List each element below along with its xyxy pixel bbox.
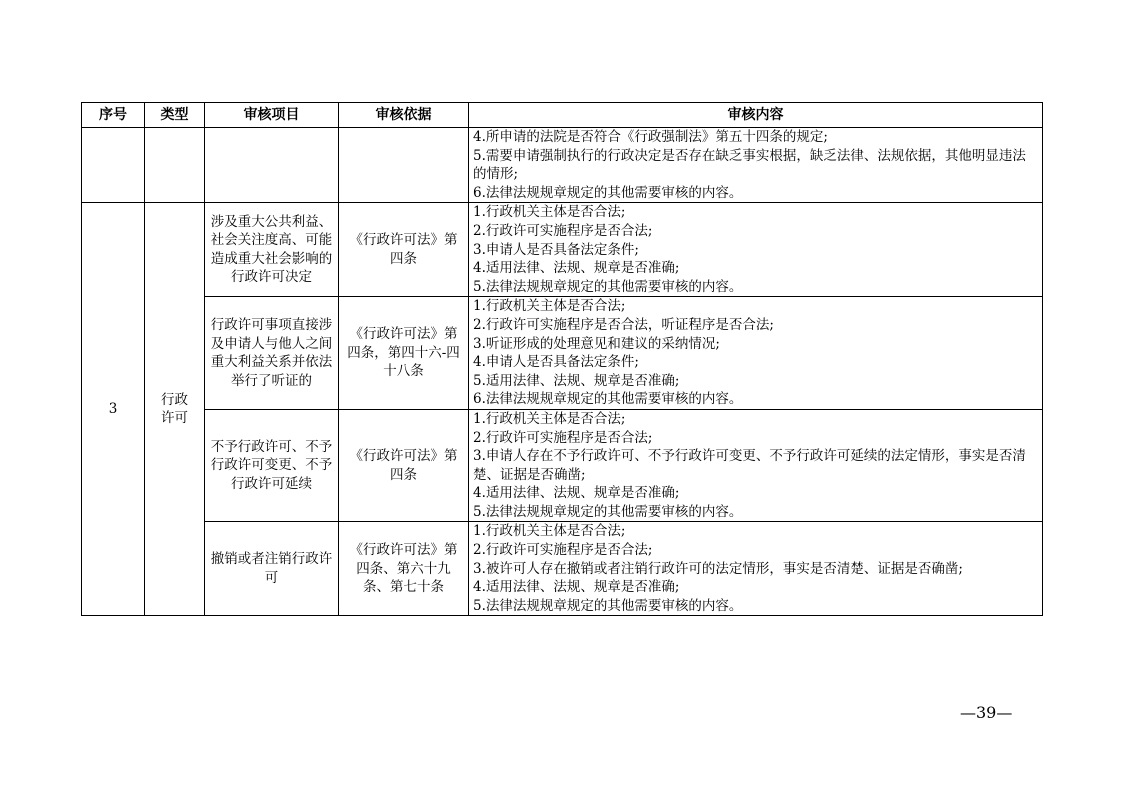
review-item: 撤销或者注销行政许可 xyxy=(205,522,339,616)
content-line: 5.适用法律、法规、规章是否准确; xyxy=(473,372,680,389)
content-line: 5.法律法规规章规定的其他需要审核的内容。 xyxy=(473,503,743,520)
review-item: 行政许可事项直接涉及申请人与他人之间重大利益关系并依法举行了听证的 xyxy=(205,297,339,410)
header-number: 序号 xyxy=(82,103,145,128)
empty-cell xyxy=(145,128,205,203)
row-number: 3 xyxy=(82,203,145,616)
row-type: 行政许可 xyxy=(145,203,205,616)
content-line: 4.适用法律、法规、规章是否准确; xyxy=(473,579,680,596)
header-type: 类型 xyxy=(145,103,205,128)
content-cell xyxy=(469,522,1043,616)
table-header-row xyxy=(82,103,1043,128)
table-row xyxy=(82,522,1043,616)
content-line: 2.行政许可实施程序是否合法; xyxy=(473,542,653,559)
content-line: 4.所申请的法院是否符合《行政强制法》第五十四条的规定; xyxy=(473,129,828,145)
review-item: 不予行政许可、不予行政许可变更、不予行政许可延续 xyxy=(205,409,339,522)
content-line: 3.申请人存在不予行政许可、不予行政许可变更、不予行政许可延续的法定情形，事实是否清楚、证据是否确凿; xyxy=(473,448,1026,483)
empty-cell xyxy=(339,128,469,203)
content-line: 6.法律法规规章规定的其他需要审核的内容。 xyxy=(473,184,743,201)
content-line: 2.行政许可实施程序是否合法，听证程序是否合法; xyxy=(473,316,774,333)
content-line: 5.法律法规规章规定的其他需要审核的内容。 xyxy=(473,597,743,614)
content-cell xyxy=(469,297,1043,410)
content-line: 4.申请人是否具备法定条件; xyxy=(473,354,639,371)
content-line: 3.听证形成的处理意见和建议的采纳情况; xyxy=(473,335,720,352)
content-line: 1.行政机关主体是否合法; xyxy=(473,298,626,315)
content-line: 3.被许可人存在撤销或者注销行政许可的法定情形，事实是否清楚、证据是否确凿; xyxy=(473,560,963,577)
table-row xyxy=(82,203,1043,297)
content-line: 3.申请人是否具备法定条件; xyxy=(473,241,639,258)
review-table xyxy=(81,102,1043,616)
review-basis: 《行政许可法》第四条 xyxy=(339,203,469,297)
header-basis: 审核依据 xyxy=(339,103,469,128)
content-line: 2.行政许可实施程序是否合法; xyxy=(473,429,653,446)
content-cell xyxy=(469,128,1043,203)
content-cell xyxy=(469,203,1043,297)
table-row xyxy=(82,297,1043,410)
header-item: 审核项目 xyxy=(205,103,339,128)
page-number: —39— xyxy=(960,703,1013,722)
empty-cell xyxy=(205,128,339,203)
content-line: 5.需要申请强制执行的行政决定是否存在缺乏事实根据，缺乏法律、法规依据，其他明显违法的情形; xyxy=(473,147,1026,183)
content-cell xyxy=(469,409,1043,522)
table-row xyxy=(82,128,1043,203)
content-line: 4.适用法律、法规、规章是否准确; xyxy=(473,260,680,277)
content-line: 6.法律法规规章规定的其他需要审核的内容。 xyxy=(473,391,743,408)
content-line: 5.法律法规规章规定的其他需要审核的内容。 xyxy=(473,278,743,295)
header-content: 审核内容 xyxy=(469,103,1043,128)
content-line: 2.行政许可实施程序是否合法; xyxy=(473,222,653,239)
content-line: 1.行政机关主体是否合法; xyxy=(473,204,626,221)
review-item: 涉及重大公共利益、社会关注度高、可能造成重大社会影响的行政许可决定 xyxy=(205,203,339,297)
review-basis: 《行政许可法》第四条 xyxy=(339,409,469,522)
table-row xyxy=(82,409,1043,522)
empty-cell xyxy=(82,128,145,203)
review-basis: 《行政许可法》第四条，第四十六-四十八条 xyxy=(339,297,469,410)
review-basis: 《行政许可法》第四条、第六十九条、第七十条 xyxy=(339,522,469,616)
content-line: 1.行政机关主体是否合法; xyxy=(473,523,626,540)
content-line: 4.适用法律、法规、规章是否准确; xyxy=(473,485,680,502)
content-line: 1.行政机关主体是否合法; xyxy=(473,410,626,427)
